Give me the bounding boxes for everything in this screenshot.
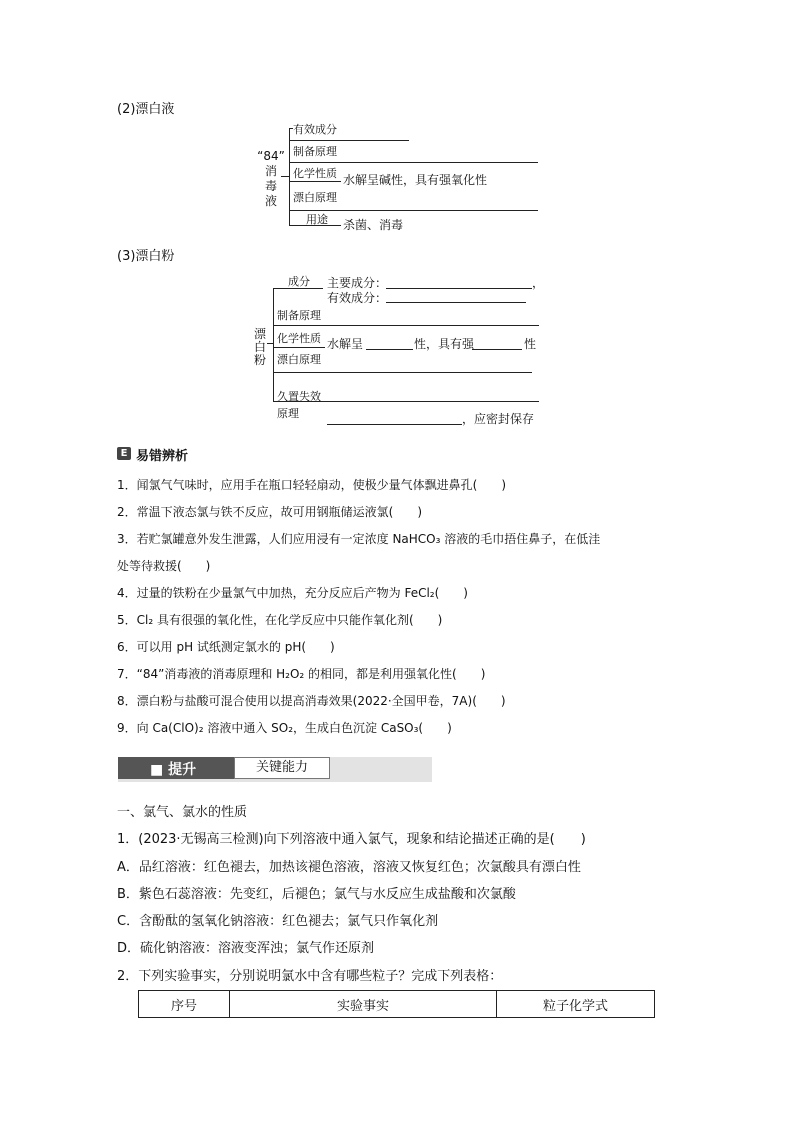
particle-table — [138, 990, 655, 1018]
question-option: B．紫色石蕊溶液：先变红，后褪色；氯气与水反应生成盐酸和次氯酸 — [117, 887, 516, 902]
diagram-vertical-label-part: “84” — [257, 149, 285, 163]
diagram-connector — [281, 176, 290, 177]
error-item: 8．漂白粉与盐酸可混合使用以提高消毒效果(2022·全国甲卷，7A)( ) — [117, 694, 506, 708]
hydrolysis-mid: 性，具有强 — [414, 337, 475, 351]
branch-line — [273, 372, 532, 373]
table-header-cell: 粒子化学式 — [497, 991, 655, 1018]
diagram-connector — [267, 343, 274, 344]
ability-banner-left-text: ■ 提升 — [150, 762, 197, 778]
error-item: 2．常温下液态氯与铁不反应，故可用钢瓶储运液氯( ) — [117, 505, 423, 519]
table-header-cell: 实验事实 — [230, 991, 497, 1018]
main-component-label: 主要成分： — [327, 276, 388, 290]
question-stem: 1．(2023·无锡高三检测)向下列溶液中通入氯气，现象和结论描述正确的是( ) — [117, 832, 586, 847]
blank-line — [386, 302, 526, 303]
comma: ， — [532, 276, 545, 290]
seal-text: ，应密封保存 — [462, 412, 535, 426]
question-option: C．含酚酞的氢氧化钠溶液：红色褪去；氯气只作氧化剂 — [117, 914, 439, 929]
branch-label: 漂白原理 — [293, 191, 337, 204]
blank-line — [366, 349, 413, 350]
use-text: 杀菌、消毒 — [343, 218, 404, 232]
section-title-bleach-powder: (3)漂白粉 — [117, 249, 175, 264]
error-item: 6．可以用 pH 试纸测定氯水的 pH( ) — [117, 640, 335, 654]
diagram-vertical-label-part: 白 — [253, 340, 266, 354]
error-item: 3．若贮氯罐意外发生泄露，人们应用浸有一定浓度 NaHCO₃ 溶液的毛巾捂住鼻子，在低洼 — [117, 532, 601, 546]
diagram-vertical-label-part: 毒 — [264, 179, 277, 193]
branch-line — [273, 347, 325, 348]
error-analysis-icon: E — [117, 447, 131, 460]
branch-line — [273, 325, 539, 326]
hydrolysis-suffix: 性 — [524, 337, 537, 351]
question-option: D．硫化钠溶液：溶液变浑浊；氯气作还原剂 — [117, 941, 375, 956]
diagram-vertical-label-part: 液 — [264, 194, 277, 208]
error-item: 5．Cl₂ 具有很强的氧化性，在化学反应中只能作氧化剂( ) — [117, 613, 443, 627]
error-item: 4．过量的铁粉在少量氯气中加热，充分反应后产物为 FeCl₂( ) — [117, 586, 468, 600]
branch-line — [289, 162, 538, 163]
ability-banner-left — [118, 757, 234, 779]
branch-label: 制备原理 — [277, 309, 321, 322]
branch-label: 原理 — [277, 407, 299, 420]
error-item: 9．向 Ca(ClO)₂ 溶液中通入 SO₂，生成白色沉淀 CaSO₃( ) — [117, 721, 452, 735]
error-item: 7．“84”消毒液的消毒原理和 H₂O₂ 的相同，都是利用强氧化性( ) — [117, 667, 486, 681]
diagram-vertical-label-part: 粉 — [253, 353, 266, 367]
blank-line — [386, 288, 532, 289]
ability-banner-right: 关键能力 — [234, 757, 330, 779]
error-item: 1．闻氯气气味时，应用手在瓶口轻轻扇动，使极少量气体飘进鼻孔( ) — [117, 478, 507, 492]
section-title-bleach-liquid: (2)漂白液 — [117, 102, 175, 117]
branch-line — [289, 140, 409, 141]
branch-line — [273, 401, 539, 402]
branch-label: 用途 — [306, 213, 328, 226]
branch-label: 成分 — [288, 275, 310, 288]
branch-label: 有效成分 — [293, 123, 337, 136]
branch-label: 久置失效 — [277, 390, 321, 403]
blank-line — [327, 424, 462, 425]
part-title: 一、氯气、氯水的性质 — [117, 805, 248, 820]
branch-line — [273, 288, 323, 289]
branch-label: 制备原理 — [293, 145, 337, 158]
branch-line — [289, 225, 341, 226]
diagram-vertical-label-part: 漂 — [253, 327, 266, 341]
error-section-title: 易错辨析 — [136, 449, 189, 464]
question-stem: 2．下列实验事实，分别说明氯水中含有哪些粒子？完成下列表格： — [117, 969, 503, 984]
branch-label: 化学性质 — [293, 167, 337, 180]
blank-line — [472, 349, 522, 350]
question-option: A．品红溶液：红色褪去，加热该褪色溶液，溶液又恢复红色；次氯酸具有漂白性 — [117, 860, 581, 875]
table-header-cell: 序号 — [139, 991, 230, 1018]
branch-label: 化学性质 — [277, 332, 321, 345]
diagram-vertical-label-part: 消 — [264, 164, 277, 178]
table-header-row — [139, 991, 655, 1018]
chem-property-text: 水解呈碱性，具有强氧化性 — [343, 173, 488, 187]
effective-component-label: 有效成分： — [327, 291, 388, 305]
hydrolysis-prefix: 水解呈 — [327, 337, 364, 351]
branch-label: 漂白原理 — [277, 353, 321, 366]
branch-line — [289, 181, 341, 182]
diagram-bracket-line — [273, 288, 274, 401]
error-item: 处等待救援( ) — [117, 559, 211, 573]
